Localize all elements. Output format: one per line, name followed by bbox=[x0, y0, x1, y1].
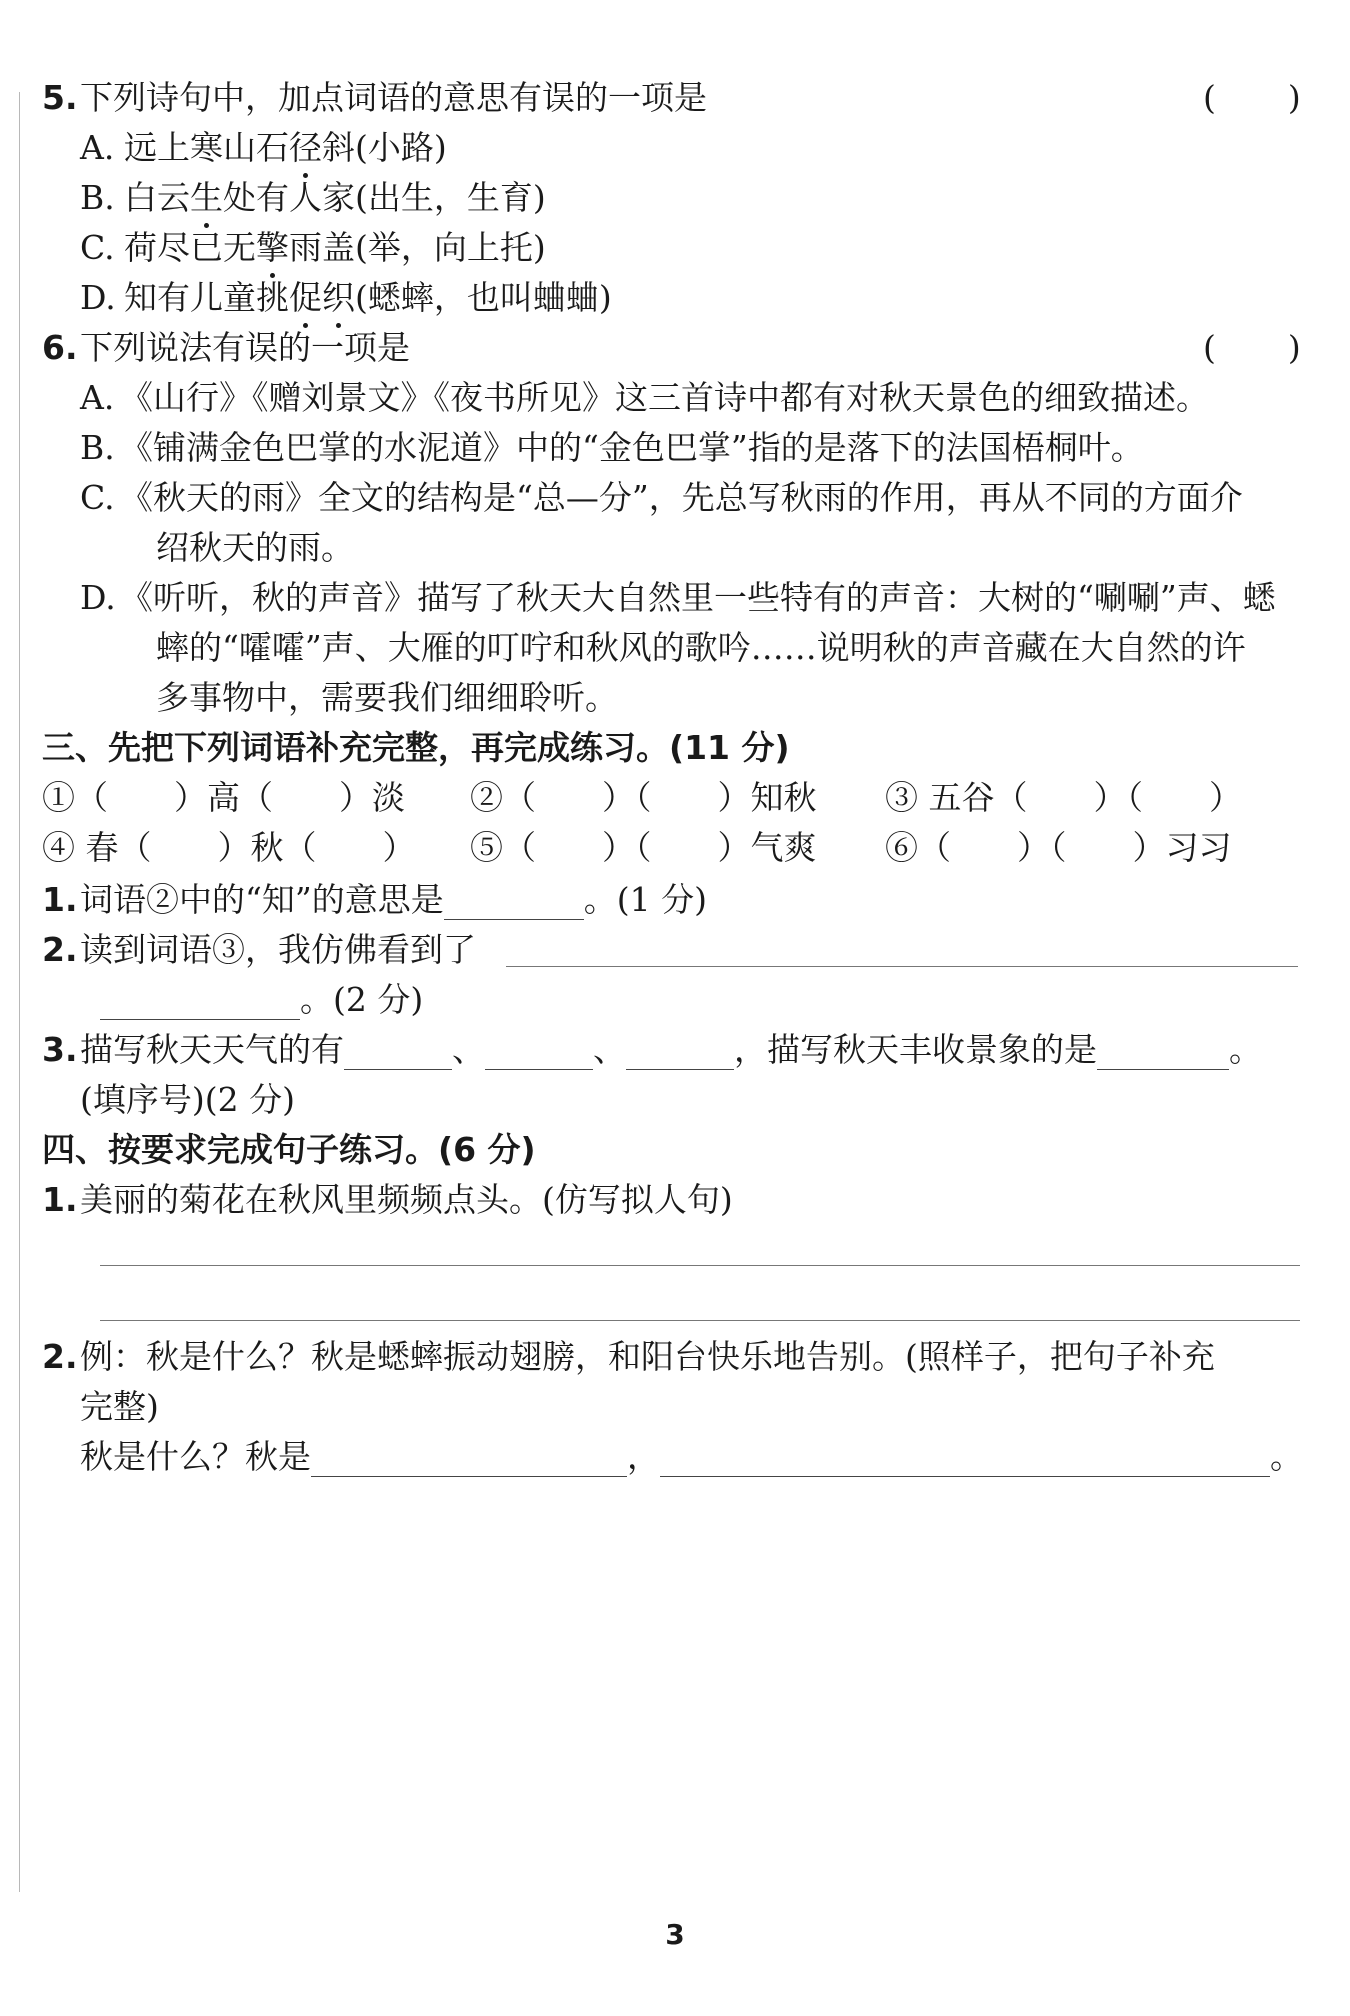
vocab-item-4[interactable]: ④ 春（ ）秋（ ） bbox=[42, 828, 416, 867]
question-stem: 下列说法有误的一项是 bbox=[80, 328, 410, 367]
answer-blank[interactable] bbox=[626, 1035, 734, 1070]
answer-paren[interactable]: ( ) bbox=[1203, 328, 1303, 367]
vocab-item-3[interactable]: ③ 五谷（ ）（ ） bbox=[885, 778, 1242, 817]
emphasis-dot-char: 径 bbox=[289, 128, 322, 167]
question-number: 6. bbox=[42, 328, 78, 367]
vocab-item-6[interactable]: ⑥（ ）（ ）习习 bbox=[885, 828, 1232, 867]
answer-blank[interactable] bbox=[485, 1035, 593, 1070]
answer-line[interactable] bbox=[506, 966, 1298, 967]
emphasis-dot-char: 生 bbox=[190, 178, 223, 217]
margin-rule bbox=[19, 92, 20, 1892]
vocab-item-1[interactable]: ①（ ）高（ ）淡 bbox=[42, 778, 405, 817]
section-title: 四、按要求完成句子练习。(6 分) bbox=[42, 1130, 536, 1169]
answer-line[interactable] bbox=[100, 1320, 1300, 1321]
question-number: 5. bbox=[42, 78, 78, 117]
answer-blank[interactable] bbox=[344, 1035, 452, 1070]
answer-blank[interactable] bbox=[1097, 1035, 1229, 1070]
emphasis-dot-char: 擎 bbox=[256, 228, 289, 267]
answer-blank[interactable] bbox=[444, 885, 584, 920]
emphasis-dot-char: 促 bbox=[289, 278, 322, 317]
answer-blank[interactable] bbox=[660, 1442, 1270, 1477]
page-number: 3 bbox=[665, 1918, 685, 1951]
section-title: 三、先把下列词语补充完整，再完成练习。(11 分) bbox=[42, 728, 790, 767]
answer-blank[interactable] bbox=[311, 1442, 627, 1477]
question-stem: 下列诗句中，加点词语的意思有误的一项是 bbox=[80, 78, 707, 117]
answer-paren[interactable]: ( ) bbox=[1203, 78, 1303, 117]
emphasis-dot-char: 织 bbox=[322, 278, 355, 317]
vocab-item-2[interactable]: ②（ ）（ ）知秋 bbox=[470, 778, 817, 817]
answer-blank[interactable] bbox=[100, 985, 300, 1020]
vocab-item-5[interactable]: ⑤（ ）（ ）气爽 bbox=[470, 828, 817, 867]
answer-line[interactable] bbox=[100, 1265, 1300, 1266]
